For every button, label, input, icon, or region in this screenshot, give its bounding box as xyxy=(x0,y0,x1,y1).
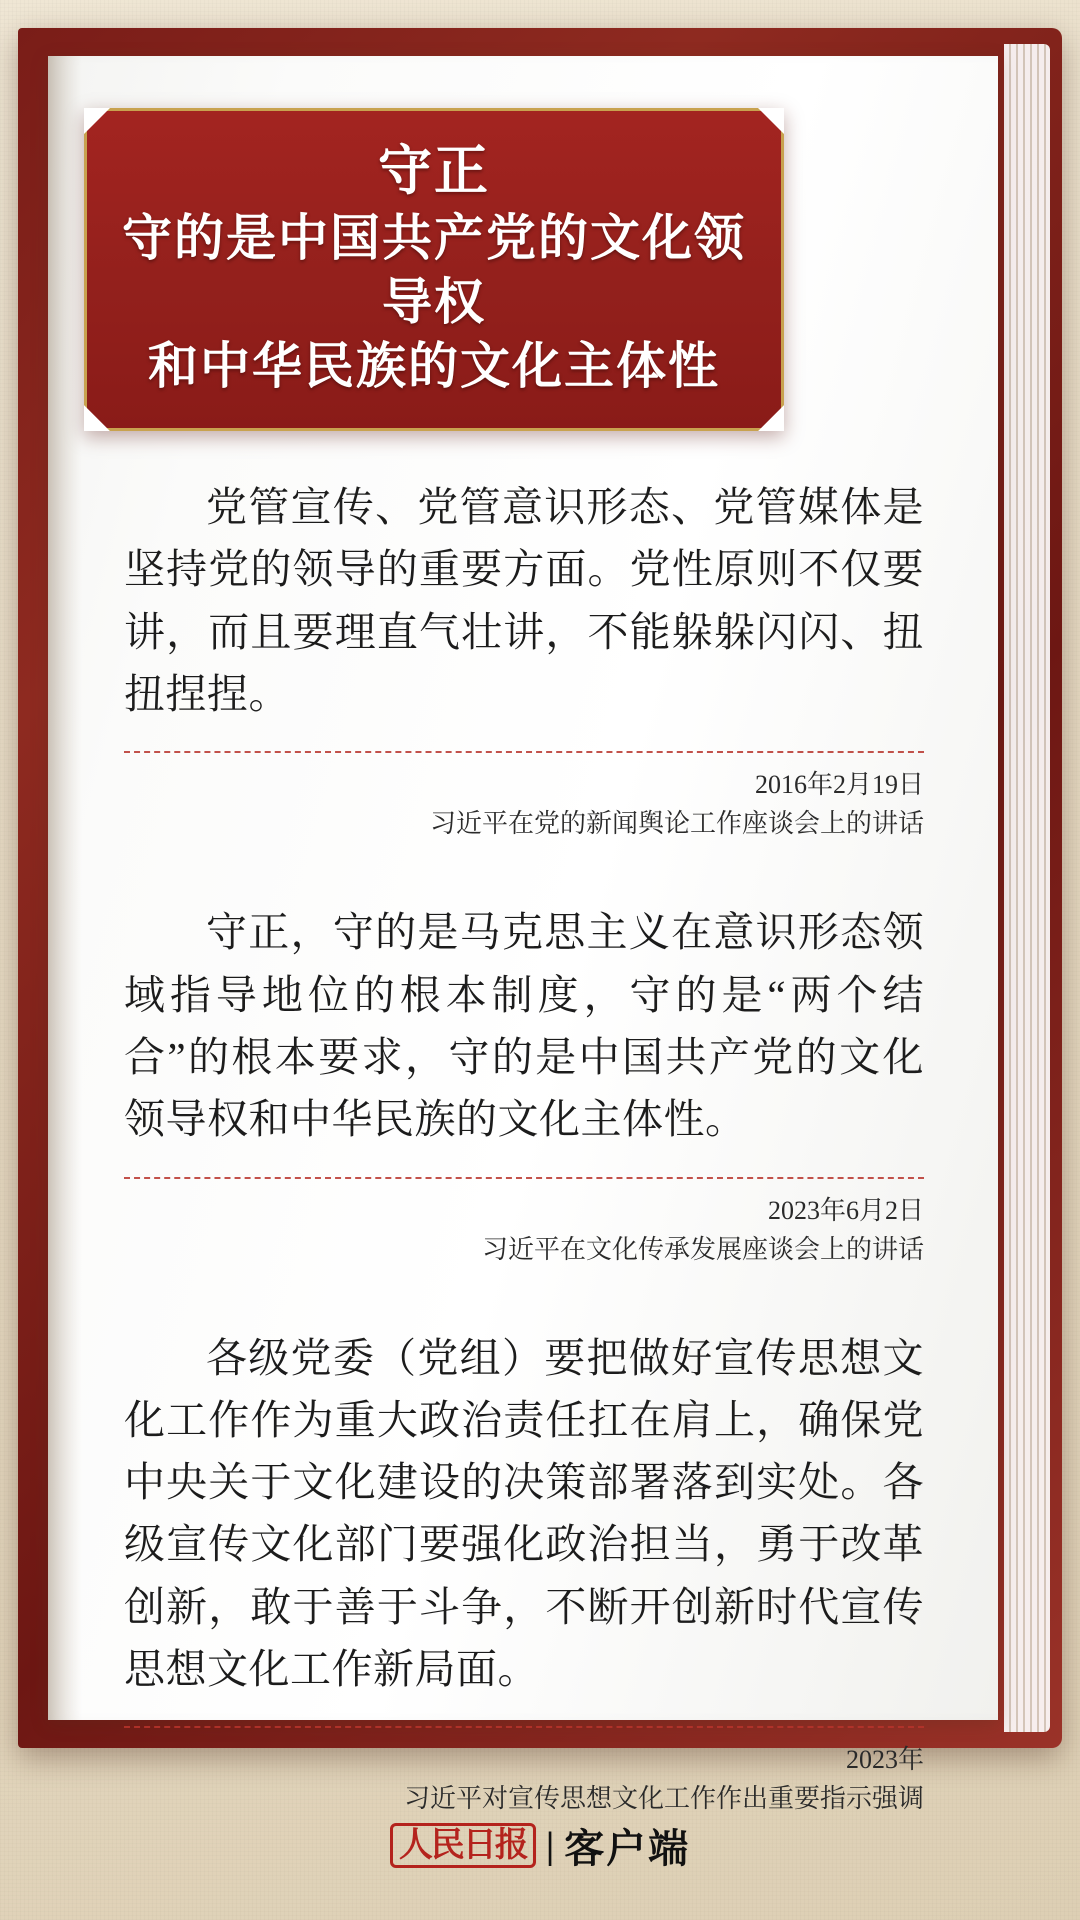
quote-divider xyxy=(124,751,924,753)
title-plaque xyxy=(84,108,784,431)
quote-text: 守正，守的是马克思主义在意识形态领域指导地位的根本制度，守的是“两个结合”的根本要求，守的是中国共产党的文化领导权和中华民族的文化主体性。 xyxy=(124,909,924,1143)
plaque-corner-notch-top-right xyxy=(758,108,784,134)
quotes-container xyxy=(124,476,924,1876)
page-title-line-3: 和中华民族的文化主体性 xyxy=(148,338,720,395)
quote-source: 习近平在党的新闻舆论工作座谈会上的讲话 xyxy=(429,809,924,839)
quote-divider xyxy=(124,1726,924,1728)
quote-date: 2023年 xyxy=(845,1745,924,1775)
plaque-corner-notch-bottom-left xyxy=(84,405,110,431)
quote-date: 2023年6月2日 xyxy=(767,1195,924,1225)
footer-logo xyxy=(0,1817,1080,1874)
quote-source: 习近平对宣传思想文化工作作出重要指示强调 xyxy=(403,1784,924,1814)
quote-divider xyxy=(124,1177,924,1179)
peoples-daily-seal-icon: 人民日报 xyxy=(390,1823,536,1869)
quote-block xyxy=(124,901,924,1268)
plaque-corner-notch-bottom-right xyxy=(758,405,784,431)
quote-source: 习近平在文化传承发展座谈会上的讲话 xyxy=(481,1234,924,1264)
quote-text: 各级党委（党组）要把做好宣传思想文化工作作为重大政治责任扛在肩上，确保党中央关于文化建设的决策部署落到实处。各级宣传文化部门要强化政治担当，勇于改革创新，敢于善于斗争，不断开创新时代宣传思想文化工作新局面。 xyxy=(124,1334,924,1693)
page-title-line-2: 守的是中国共产党的文化领导权 xyxy=(122,210,746,331)
app-name-label: 客户端 xyxy=(564,1827,691,1871)
page-edge-stack xyxy=(1004,44,1050,1732)
quote-block xyxy=(124,476,924,843)
plaque-corner-notch-top-left xyxy=(84,108,110,134)
page-title-line-1: 守正 xyxy=(378,141,490,201)
quote-date: 2016年2月19日 xyxy=(754,770,924,800)
quote-text: 党管宣传、党管意识形态、党管媒体是坚持党的领导的重要方面。党性原则不仅要讲，而且要理直气壮讲，不能躲躲闪闪、扭扭捏捏。 xyxy=(124,484,924,717)
book-page xyxy=(48,56,998,1814)
quote-block xyxy=(124,1327,924,1819)
logo-separator: | xyxy=(545,1824,555,1867)
